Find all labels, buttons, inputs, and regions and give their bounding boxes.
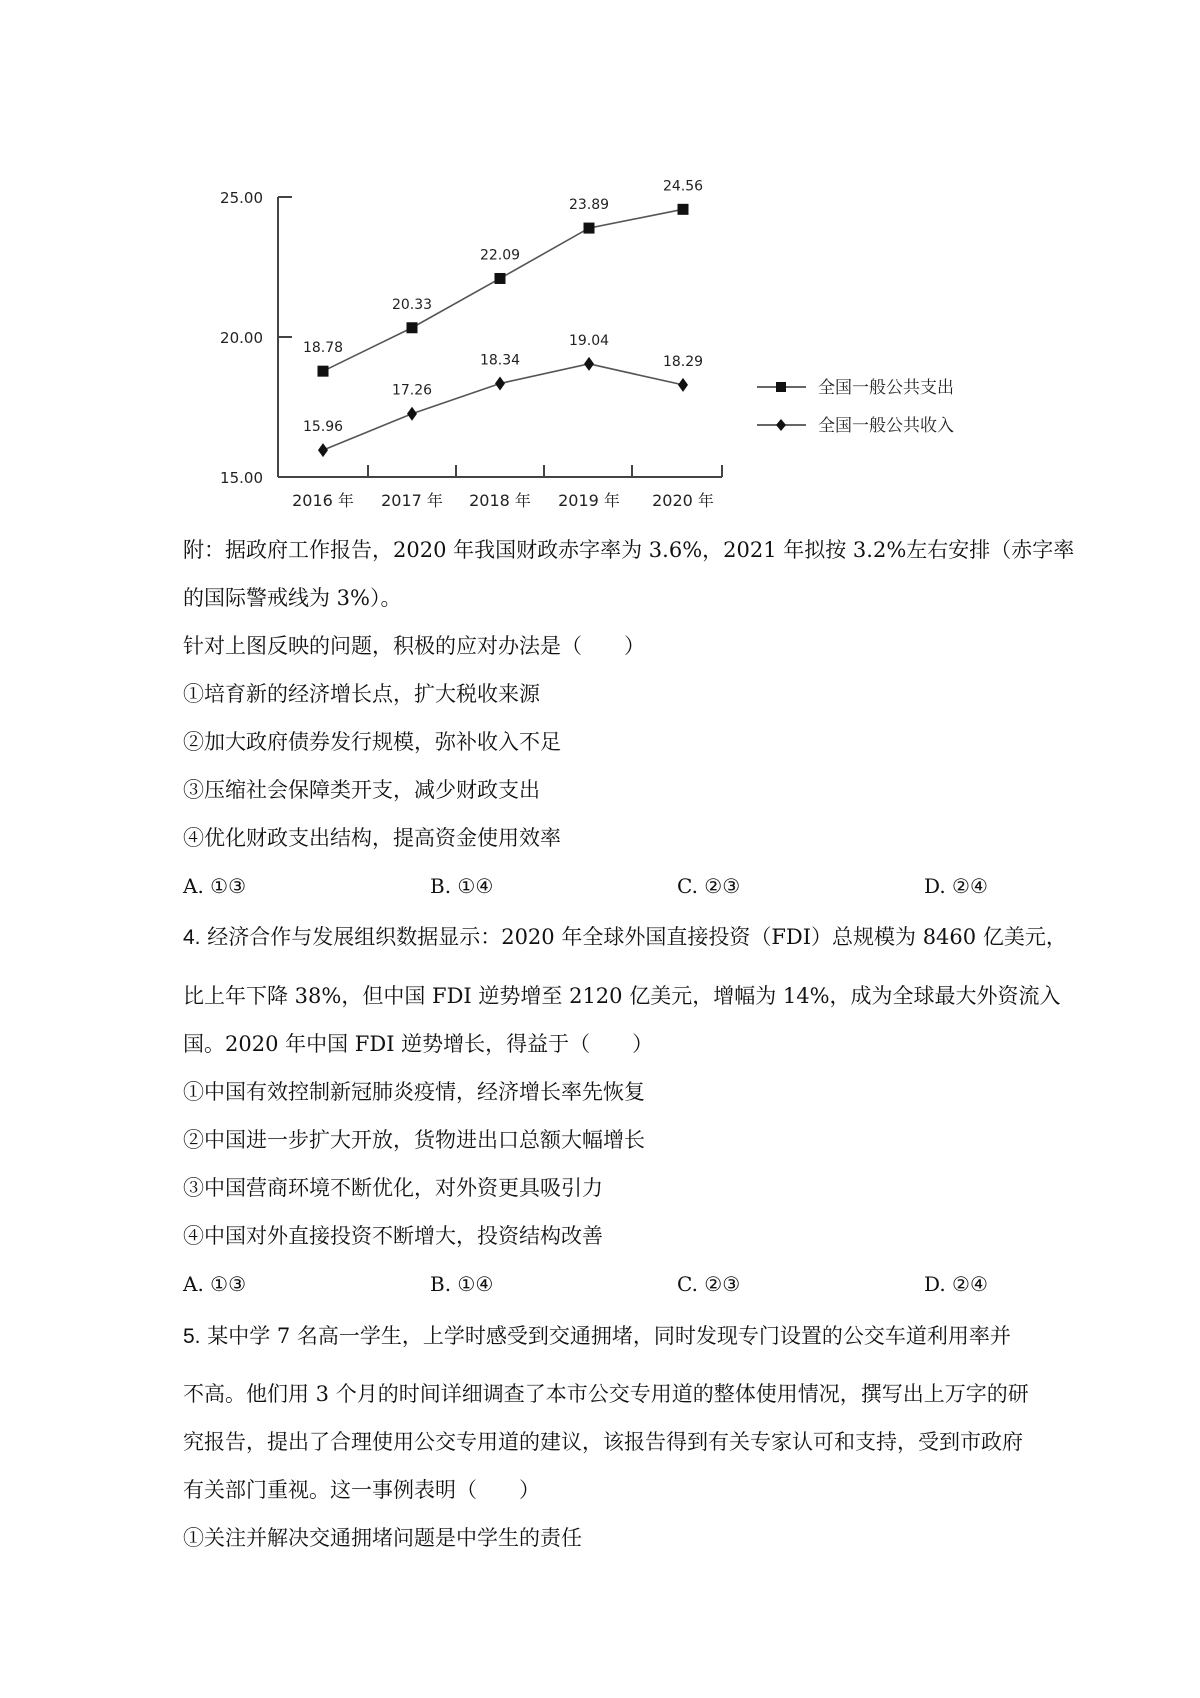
data-label: 17.26 xyxy=(391,382,433,399)
y-tick-label: 25.00 xyxy=(220,189,263,207)
q3-item-3: ③压缩社会保障类开支，减少财政支出 xyxy=(183,778,540,802)
x-tick-label: 2019 年 xyxy=(558,491,620,510)
series-line-2 xyxy=(323,364,683,450)
q3-note-line-1: 附：据政府工作报告，2020 年我国财政赤字率为 3.6%，2021 年拟按 3.2%左右安排（赤字率 xyxy=(183,538,1075,562)
q3-option-c[interactable]: C. ②③ xyxy=(677,874,741,898)
q4-option-d[interactable]: D. ②④ xyxy=(924,1272,988,1296)
q4-item-3: ③中国营商环境不断优化，对外资更具吸引力 xyxy=(183,1176,603,1200)
data-label: 18.34 xyxy=(479,352,521,369)
y-tick-label: 20.00 xyxy=(220,329,263,347)
data-label: 19.04 xyxy=(568,332,610,349)
q3-option-b[interactable]: B. ①④ xyxy=(430,874,494,898)
q5-item-1: ①关注并解决交通拥堵问题是中学生的责任 xyxy=(183,1526,582,1550)
x-tick-label: 2020 年 xyxy=(652,491,714,510)
data-label: 18.78 xyxy=(302,340,344,357)
data-label: 24.56 xyxy=(662,178,704,195)
x-tick-label: 2018 年 xyxy=(469,491,531,510)
q5-line-1 xyxy=(183,1321,1011,1352)
q3-stem: 针对上图反映的问题，积极的应对办法是（ ） xyxy=(183,634,645,658)
finance-line-chart xyxy=(0,0,1200,520)
data-point-diamond xyxy=(678,378,688,392)
q4-item-4: ④中国对外直接投资不断增大，投资结构改善 xyxy=(183,1224,603,1248)
q5-line-3: 究报告，提出了合理使用公交专用道的建议，该报告得到有关专家认可和支持，受到市政府 xyxy=(183,1430,1023,1454)
x-tick-label: 2016 年 xyxy=(292,491,354,510)
data-label: 23.89 xyxy=(568,197,610,214)
q3-option-a[interactable]: A. ①③ xyxy=(183,874,247,898)
q4-option-c[interactable]: C. ②③ xyxy=(677,1272,741,1296)
q3-option-d[interactable]: D. ②④ xyxy=(924,874,988,898)
y-tick-label: 15.00 xyxy=(220,469,263,487)
q5-line-4: 有关部门重视。这一事例表明（ ） xyxy=(183,1478,540,1502)
q5-number: 5. xyxy=(183,1325,201,1348)
q4-item-1: ①中国有效控制新冠肺炎疫情，经济增长率先恢复 xyxy=(183,1080,645,1104)
q4-text-1: 经济合作与发展组织数据显示：2020 年全球外国直接投资（FDI）总规模为 8460 亿美元， xyxy=(207,925,1067,949)
data-label: 18.29 xyxy=(662,353,704,370)
q4-option-b[interactable]: B. ①④ xyxy=(430,1272,494,1296)
data-point-square xyxy=(495,273,506,284)
q4-line-1 xyxy=(183,922,1067,953)
q4-number: 4. xyxy=(183,926,201,949)
data-label: 15.96 xyxy=(302,419,344,436)
data-point-square xyxy=(678,204,689,215)
data-point-square xyxy=(584,223,595,234)
data-label: 20.33 xyxy=(391,296,433,313)
q4-option-a[interactable]: A. ①③ xyxy=(183,1272,247,1296)
data-point-diamond xyxy=(318,443,328,457)
legend-marker-square xyxy=(776,382,786,392)
data-point-diamond xyxy=(495,376,505,390)
data-point-diamond xyxy=(407,407,417,421)
q3-item-2: ②加大政府债券发行规模，弥补收入不足 xyxy=(183,730,561,754)
q3-note-line-2: 的国际警戒线为 3%）。 xyxy=(183,586,402,610)
data-point-square xyxy=(318,366,329,377)
q4-line-2: 比上年下降 38%，但中国 FDI 逆势增至 2120 亿美元，增幅为 14%，成为全球最大外资流入 xyxy=(183,984,1061,1008)
q5-line-2: 不高。他们用 3 个月的时间详细调查了本市公交专用道的整体使用情况，撰写出上万字的研 xyxy=(183,1382,1029,1406)
legend-marker-diamond xyxy=(776,419,786,431)
data-point-diamond xyxy=(584,357,594,371)
legend-label: 全国一般公共支出 xyxy=(818,378,954,398)
data-label: 22.09 xyxy=(479,247,521,264)
x-tick-label: 2017 年 xyxy=(381,491,443,510)
series-line-1 xyxy=(323,209,683,371)
q4-line-3: 国。2020 年中国 FDI 逆势增长，得益于（ ） xyxy=(183,1032,654,1056)
legend-label: 全国一般公共收入 xyxy=(818,416,954,436)
q5-text-1: 某中学 7 名高一学生，上学时感受到交通拥堵，同时发现专门设置的公交车道利用率并 xyxy=(207,1324,1011,1348)
data-point-square xyxy=(407,322,418,333)
q3-item-1: ①培育新的经济增长点，扩大税收来源 xyxy=(183,682,540,706)
q3-item-4: ④优化财政支出结构，提高资金使用效率 xyxy=(183,826,561,850)
q4-item-2: ②中国进一步扩大开放，货物进出口总额大幅增长 xyxy=(183,1128,645,1152)
